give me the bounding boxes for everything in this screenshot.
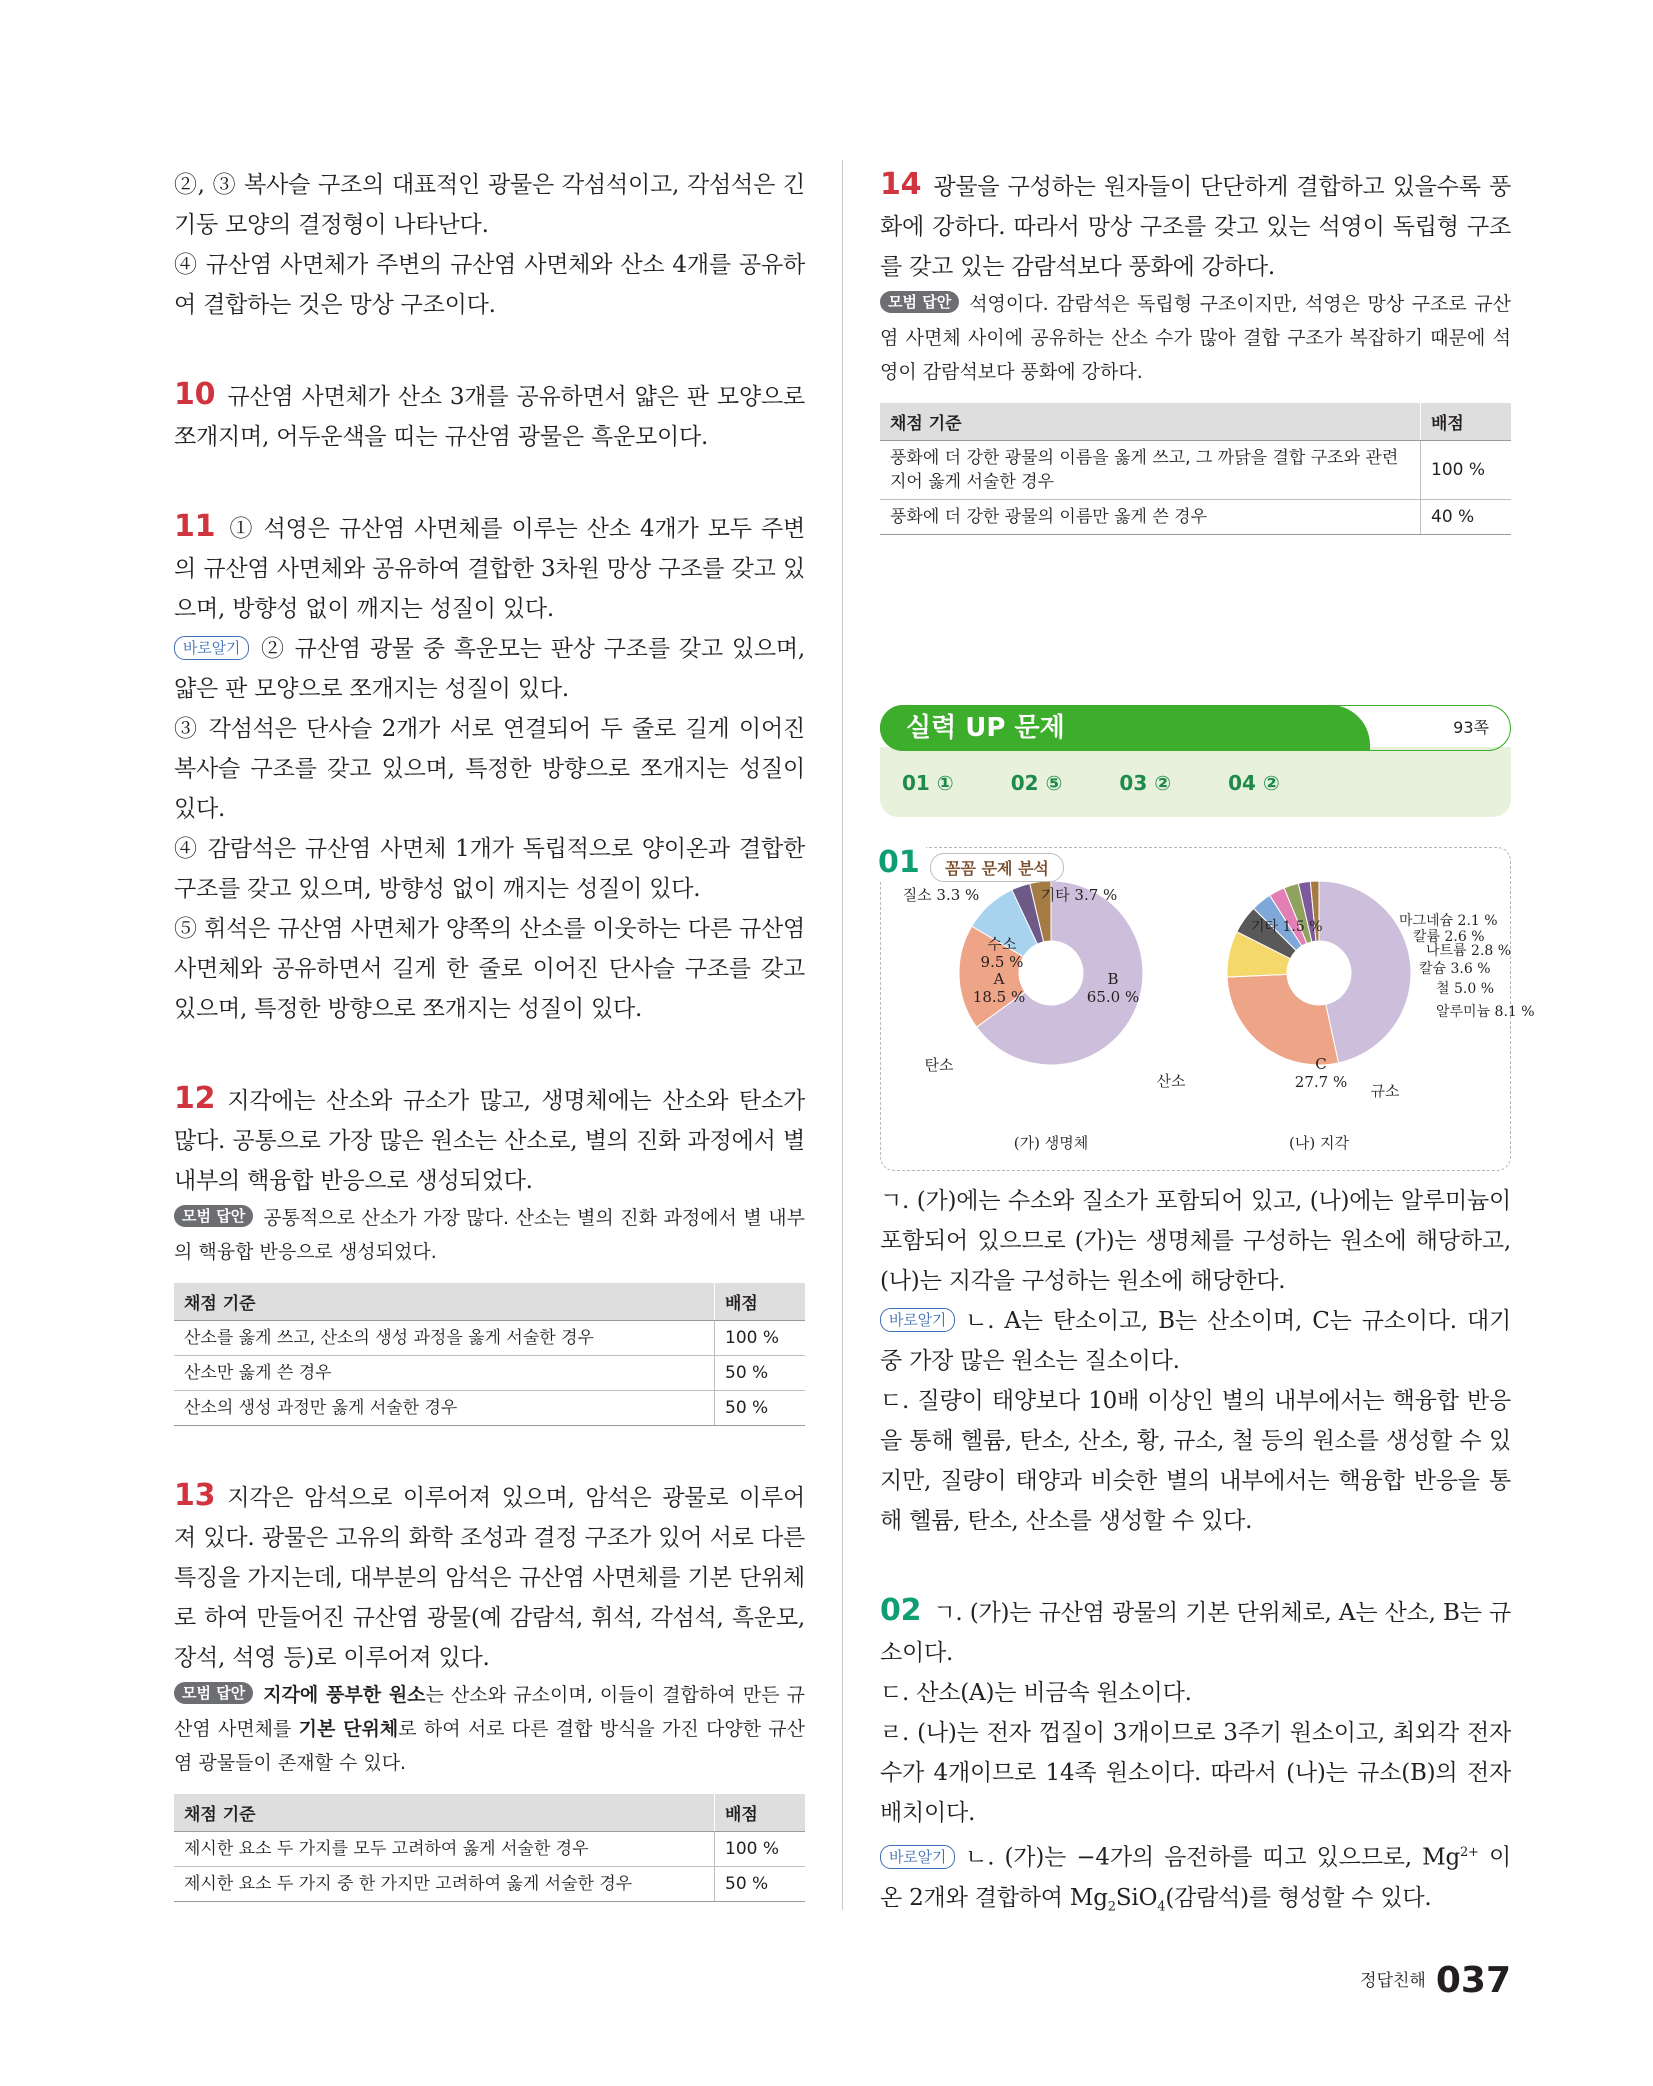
pie-slice-C <box>1227 974 1338 1065</box>
slice-label: 나트륨 2.8 % <box>1426 943 1512 959</box>
model-answer-text: 는 산소와 규소이며, 이들이 결합하여 만든 규산염 사면체를 <box>174 1684 806 1740</box>
score-cell: 40 % <box>1421 500 1512 535</box>
table-row <box>174 1321 805 1356</box>
chart-title: (나) 지각 <box>1289 1134 1349 1152</box>
skill-up-page-ref: 93쪽 <box>1453 718 1489 737</box>
correction-tag: 바로알기 <box>880 1308 955 1332</box>
annotation: 산소 <box>1156 1072 1186 1090</box>
criteria-cell: 풍화에 더 강한 광물의 이름을 옳게 쓰고, 그 까닭을 결합 구조와 관련지어 옳게 서술한 경우 <box>880 441 1421 500</box>
slice-label: 철 5.0 % <box>1436 981 1494 997</box>
answer-key-item: 03 ② <box>1119 771 1172 795</box>
correction-text: ④ 감람석은 규산염 사면체 1개가 독립적으로 양이온과 결합한 구조를 갖고 있으며, 방향성 없이 깨지는 성질이 있다. <box>174 836 805 902</box>
annotation: 탄소 <box>924 1056 954 1074</box>
question-number: 11 <box>174 509 216 544</box>
correction-text: 이온 2개와 결합하여 Mg <box>880 1844 1511 1911</box>
scoring-table <box>174 1794 805 1902</box>
scoring-table <box>174 1283 805 1426</box>
slice-label: C <box>1315 1055 1327 1073</box>
slice-label: B <box>1107 970 1119 988</box>
question-number: 13 <box>174 1478 216 1513</box>
table-row <box>880 441 1511 500</box>
answer-02 <box>880 1591 1511 1927</box>
continuation-block <box>174 165 805 325</box>
answer-text: ㄱ. (가)에는 수소와 질소가 포함되어 있고, (나)에는 알루미늄이 포함되어 있으므로 (가)는 생명체를 구성하는 원소에 해당하고, (나)는 지각을 구성하는 원소에 해당한다. <box>880 1188 1511 1294</box>
answer-text: ㄷ. 산소(A)는 비금속 원소이다. <box>880 1680 1192 1706</box>
question-number: 14 <box>880 167 922 202</box>
question-number: 10 <box>174 377 216 412</box>
score-cell: 100 % <box>715 1832 806 1867</box>
keyword: 기본 단위체 <box>298 1718 399 1740</box>
question-number: 12 <box>174 1081 216 1116</box>
scoring-table <box>880 403 1511 535</box>
question-number: 01 <box>878 845 926 880</box>
table-row <box>174 1391 805 1426</box>
footer-label: 정답친해 <box>1360 1971 1426 1991</box>
correction-text: ㄷ. 질량이 태양보다 10배 이상인 별의 내부에서는 핵융합 반응을 통해 헬륨, 탄소, 산소, 황, 규소, 철 등의 원소를 생성할 수 있지만, 질량이 태양과 비슷한 별의 내부에서는 핵융합 반응을 통해 헬륨, 탄소, 산소를 생성할 수 있다. <box>880 1388 1511 1534</box>
correction-text: (감람석)를 형성할 수 있다. <box>1165 1884 1432 1911</box>
slice-label: 칼륨 2.6 % <box>1413 929 1485 945</box>
slice-value: 27.7 % <box>1294 1073 1348 1091</box>
answer-text: ㄱ. (가)는 규산염 광물의 기본 단위체로, A는 산소, B는 규소이다. <box>880 1600 1511 1666</box>
criteria-cell: 산소를 옳게 쓰고, 산소의 생성 과정을 옳게 서술한 경우 <box>174 1321 715 1356</box>
answer-text: ㄹ. (나)는 전자 껍질이 3개이므로 3주기 원소이고, 최외각 전자 수가 4개이므로 14족 원소이다. 따라서 (나)는 규소(B)의 전자 배치이다. <box>880 1720 1511 1826</box>
criteria-cell: 풍화에 더 강한 광물의 이름만 옳게 쓴 경우 <box>880 500 1421 535</box>
table-row <box>880 500 1511 535</box>
criteria-cell: 제시한 요소 두 가지를 모두 고려하여 옳게 서술한 경우 <box>174 1832 715 1867</box>
slice-label: 기타 1.5 % <box>1251 919 1323 935</box>
problem-analysis <box>878 845 1535 1171</box>
answer-text: ① 석영은 규산염 사면체를 이루는 산소 4개가 모두 주변의 규산염 사면체와 공유하여 결합한 3차원 망상 구조를 갖고 있으며, 방향성 없이 깨지는 성질이 있다. <box>174 516 805 622</box>
left-column <box>174 165 805 1902</box>
page-number: 037 <box>1435 1960 1511 2001</box>
table-row <box>174 1356 805 1391</box>
answer-key-item: 01 ① <box>902 771 954 795</box>
cont-p1: ②, ③ 복사슬 구조의 대표적인 광물은 각섬석이고, 각섬석은 긴 기둥 모양의 결정형이 나타난다. <box>174 172 805 238</box>
answer-key-item: 04 ② <box>1228 771 1280 795</box>
answer-11 <box>174 507 805 1029</box>
slice-value: 18.5 % <box>972 988 1026 1006</box>
answer-12 <box>174 1079 805 1426</box>
criteria-header: 채점 기준 <box>880 403 1421 441</box>
superscript: 2+ <box>1459 1845 1479 1860</box>
annotation: 규소 <box>1370 1082 1400 1100</box>
answer-14 <box>880 165 1511 535</box>
model-answer-tag: 모범 답안 <box>174 1682 253 1704</box>
score-cell: 100 % <box>715 1321 806 1356</box>
score-header: 배점 <box>715 1794 806 1832</box>
cont-p2: ④ 규산염 사면체가 주변의 규산염 사면체와 산소 4개를 공유하여 결합하는 것은 망상 구조이다. <box>174 252 805 318</box>
page-footer <box>1360 1960 1511 2001</box>
score-cell: 50 % <box>715 1391 806 1426</box>
correction-text: ⑤ 휘석은 규산염 사면체가 양쪽의 산소를 이웃하는 다른 규산염 사면체와 공유하면서 길게 한 줄로 이어진 단사슬 구조를 갖고 있으며, 특정한 방향으로 쪼개지는 성질이 있다. <box>174 916 805 1022</box>
criteria-header: 채점 기준 <box>174 1283 715 1321</box>
slice-label: A <box>993 970 1005 988</box>
model-answer-text: 로 하여 서로 다른 결합 방식을 가진 다양한 규산염 광물들이 존재할 수 있다. <box>174 1718 805 1774</box>
analysis-box <box>880 847 1535 1171</box>
pie-charts <box>881 848 1535 1166</box>
answer-01 <box>880 1181 1511 1541</box>
slice-label: 수소 <box>987 935 1017 953</box>
subscript: 2 <box>1107 1899 1116 1915</box>
analysis-label: 꼼꼼 문제 분석 <box>930 853 1064 882</box>
correction-text: ② 규산염 광물 중 흑운모는 판상 구조를 갖고 있으며, 얇은 판 모양으로 쪼개지는 성질이 있다. <box>174 636 805 702</box>
right-column <box>878 165 1535 1927</box>
slice-value: 65.0 % <box>1086 988 1140 1006</box>
skill-up-answer-key <box>880 747 1511 817</box>
slice-label: 질소 3.3 % <box>902 886 980 904</box>
model-answer-tag: 모범 답안 <box>880 291 959 313</box>
criteria-cell: 제시한 요소 두 가지 중 한 가지만 고려하여 옳게 서술한 경우 <box>174 1867 715 1902</box>
model-answer-tag: 모범 답안 <box>174 1205 253 1227</box>
chart-title: (가) 생명체 <box>1013 1134 1089 1152</box>
score-header: 배점 <box>1421 403 1512 441</box>
correction-text: SiO <box>1115 1884 1158 1911</box>
criteria-header: 채점 기준 <box>174 1794 715 1832</box>
skill-up-title: 실력 UP 문제 <box>880 705 1340 751</box>
correction-text: ③ 각섬석은 단사슬 2개가 서로 연결되어 두 줄로 길게 이어진 복사슬 구조를 갖고 있으며, 특정한 방향으로 쪼개지는 성질이 있다. <box>174 716 805 822</box>
score-cell: 50 % <box>715 1867 806 1902</box>
answer-text: 지각에는 산소와 규소가 많고, 생명체에는 산소와 탄소가 많다. 공통으로 가장 많은 원소는 산소로, 별의 진화 과정에서 별 내부의 핵융합 반응으로 생성되었다. <box>174 1088 805 1194</box>
slice-label: 알루미늄 8.1 % <box>1436 1004 1535 1020</box>
score-cell: 100 % <box>1421 441 1512 500</box>
criteria-cell: 산소의 생성 과정만 옳게 서술한 경우 <box>174 1391 715 1426</box>
table-row <box>174 1867 805 1902</box>
correction-text: ㄴ. (가)는 −4가의 음전하를 띠고 있으므로, Mg <box>965 1844 1460 1871</box>
skill-up-header <box>880 705 1511 753</box>
correction-text: ㄴ. A는 탄소이고, B는 산소이며, C는 규소이다. 대기 중 가장 많은 원소는 질소이다. <box>880 1308 1511 1374</box>
slice-label: 칼슘 3.6 % <box>1419 961 1491 977</box>
score-cell: 50 % <box>715 1356 806 1391</box>
score-header: 배점 <box>715 1283 806 1321</box>
column-divider <box>842 160 843 1910</box>
model-answer-text: 공통적으로 산소가 가장 많다. 산소는 별의 진화 과정에서 별 내부의 핵융합 반응으로 생성되었다. <box>174 1207 805 1263</box>
correction-tag: 바로알기 <box>880 1845 955 1869</box>
answer-10 <box>174 375 805 457</box>
slice-label: 기타 3.7 % <box>1040 886 1118 904</box>
question-number: 02 <box>880 1593 922 1628</box>
answer-text: 지각은 암석으로 이루어져 있으며, 암석은 광물로 이루어져 있다. 광물은 고유의 화학 조성과 결정 구조가 있어 서로 다른 특징을 가지는데, 대부분의 암석은 규산염 사면체를 기본 단위체로 하여 만들어진 규산염 광물(예 감람석, 휘석, 각섬석, 흑운모, 장석, 석영 등)로 이루어져 있다. <box>174 1485 805 1671</box>
keyword: 지각에 풍부한 원소 <box>263 1684 426 1706</box>
criteria-cell: 산소만 옳게 쓴 경우 <box>174 1356 715 1391</box>
table-row <box>174 1832 805 1867</box>
slice-value: 9.5 % <box>980 953 1024 971</box>
answer-text: 광물을 구성하는 원자들이 단단하게 결합하고 있을수록 풍화에 강하다. 따라서 망상 구조를 갖고 있는 석영이 독립형 구조를 갖고 있는 감람석보다 풍화에 강하다. <box>880 174 1511 280</box>
answer-text: 규산염 사면체가 산소 3개를 공유하면서 얇은 판 모양으로 쪼개지며, 어두운색을 띠는 규산염 광물은 흑운모이다. <box>174 384 805 450</box>
answer-key-item: 02 ⑤ <box>1010 771 1063 795</box>
slice-label: 마그네슘 2.1 % <box>1399 913 1498 929</box>
subscript: 4 <box>1157 1899 1166 1915</box>
answer-13 <box>174 1476 805 1902</box>
model-answer-text: 석영이다. 감람석은 독립형 구조이지만, 석영은 망상 구조로 규산염 사면체 사이에 공유하는 산소 수가 많아 결합 구조가 복잡하기 때문에 석영이 감람석보다 풍화에 강하다. <box>880 293 1511 383</box>
correction-tag: 바로알기 <box>174 636 249 660</box>
